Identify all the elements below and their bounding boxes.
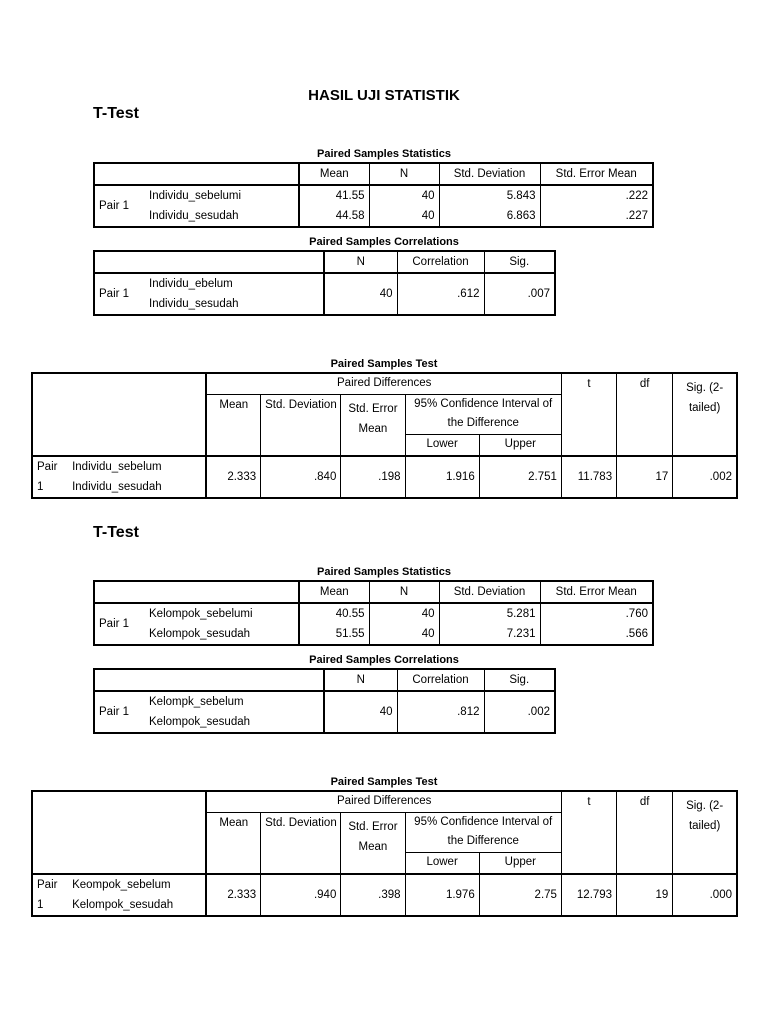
cell-sig: .000	[673, 874, 737, 916]
paired-samples-statistics-table	[93, 162, 654, 228]
header-upper: Upper	[479, 434, 561, 456]
pair-label-line: Pair	[37, 879, 58, 891]
cell-std-error-mean: .566	[540, 625, 653, 645]
header-confidence-interval: the Difference	[405, 414, 561, 434]
page-title: HASIL UJI STATISTIK	[308, 87, 460, 104]
cell-mean: 2.333	[206, 456, 260, 498]
header-std-error-mean: Std. Error Mean	[540, 163, 653, 185]
header-t: t	[561, 373, 616, 456]
paired-samples-test-table	[31, 372, 738, 499]
variable-name: Kelompok_sesudah	[149, 628, 251, 640]
paired-samples-statistics-table	[93, 580, 654, 646]
header-line: Sig. (2-	[686, 382, 724, 394]
cell-t: 12.793	[561, 874, 616, 916]
variable-name: Kelompk_sebelum	[149, 696, 244, 708]
cell-mean: 2.333	[206, 874, 260, 916]
pair-label-line: 1	[37, 481, 44, 493]
header-n: N	[324, 251, 397, 273]
section-heading: T-Test	[93, 105, 139, 122]
table-row	[94, 207, 653, 227]
cell-std-deviation: .940	[261, 874, 341, 916]
cell-n: 40	[369, 185, 439, 207]
cell-t: 11.783	[561, 456, 616, 498]
cell-correlation: .612	[397, 273, 484, 315]
header-lower: Lower	[405, 434, 479, 456]
variable-name: Individu_sebelum	[72, 461, 162, 473]
pair-variables	[68, 874, 206, 916]
cell-n: 40	[369, 603, 439, 625]
table-caption: Paired Samples Statistics	[317, 566, 451, 578]
pair-label-line: Pair	[37, 461, 58, 473]
header-std-error-mean: Std. Error Mean	[540, 581, 653, 603]
header-std-deviation: Std. Deviation	[261, 394, 341, 456]
header-paired-differences: Paired Differences	[206, 373, 561, 394]
variable-name: Individu_sesudah	[72, 481, 162, 493]
header-line: Std. Error	[348, 402, 398, 415]
table-caption: Paired Samples Test	[330, 776, 438, 788]
pair-label: Pair 1	[94, 273, 145, 315]
cell-std-deviation: 5.843	[439, 185, 540, 207]
header-correlation: Correlation	[397, 251, 484, 273]
cell-std-error-mean: .222	[540, 185, 653, 207]
cell-std-deviation: 5.281	[439, 603, 540, 625]
cell-std-error-mean: .227	[540, 207, 653, 227]
table-caption: Paired Samples Test	[330, 358, 438, 370]
table-row	[94, 273, 555, 315]
pair-label: Pair 1	[94, 691, 145, 733]
header-df: df	[617, 791, 673, 874]
header-mean: Mean	[206, 394, 260, 456]
header-sig-2-tailed	[673, 791, 737, 874]
table-caption: Paired Samples Correlations	[309, 654, 459, 666]
table-caption: Paired Samples Correlations	[309, 236, 459, 248]
cell-n: 40	[324, 273, 397, 315]
cell-std-deviation: .840	[261, 456, 341, 498]
cell-lower: 1.976	[405, 874, 479, 916]
paired-samples-correlations-table	[93, 668, 556, 734]
variable-name: Individu_sesudah	[149, 210, 239, 222]
header-lower: Lower	[405, 852, 479, 874]
header-line: Mean	[358, 840, 388, 853]
paired-samples-test-table	[31, 790, 738, 917]
pair-variables	[145, 691, 324, 733]
variable-name: Kelompok_sebelumi	[145, 603, 299, 625]
header-std-deviation: Std. Deviation	[439, 581, 540, 603]
table-row	[94, 691, 555, 733]
variable-name: Kelompok_sesudah	[149, 716, 251, 728]
header-std-error-mean	[341, 394, 405, 456]
header-std-deviation: Std. Deviation	[439, 163, 540, 185]
header-n: N	[369, 581, 439, 603]
header-line: Mean	[358, 422, 388, 435]
pair-label	[32, 456, 68, 498]
cell-std-error-mean: .760	[540, 603, 653, 625]
variable-name: Keompok_sebelum	[72, 879, 171, 891]
pair-label: Pair 1	[94, 185, 145, 227]
cell-upper: 2.751	[479, 456, 561, 498]
cell-std-deviation: 7.231	[439, 625, 540, 645]
cell-std-error-mean: .398	[341, 874, 405, 916]
header-std-error-mean	[341, 812, 405, 874]
header-t: t	[561, 791, 616, 874]
header-confidence-interval: the Difference	[405, 832, 561, 852]
header-sig: Sig.	[484, 669, 555, 691]
cell-sig: .002	[673, 456, 737, 498]
cell-df: 17	[617, 456, 673, 498]
header-upper: Upper	[479, 852, 561, 874]
variable-name: Kelompok_sesudah	[72, 899, 174, 911]
header-sig-2-tailed	[673, 373, 737, 456]
table-caption: Paired Samples Statistics	[317, 148, 451, 160]
pair-variables	[145, 273, 324, 315]
cell-n: 40	[369, 207, 439, 227]
variable-name: Individu_ebelum	[149, 278, 233, 290]
table-row	[32, 456, 737, 498]
cell-upper: 2.75	[479, 874, 561, 916]
header-confidence-interval: 95% Confidence Interval of	[405, 812, 561, 832]
header-std-deviation: Std. Deviation	[261, 812, 341, 874]
cell-mean: 51.55	[299, 625, 369, 645]
pair-label-line: 1	[37, 899, 44, 911]
cell-correlation: .812	[397, 691, 484, 733]
header-sig: Sig.	[484, 251, 555, 273]
paired-samples-correlations-table	[93, 250, 556, 316]
cell-n: 40	[369, 625, 439, 645]
header-line: Std. Error	[348, 820, 398, 833]
section-heading: T-Test	[93, 524, 139, 541]
header-df: df	[617, 373, 673, 456]
header-mean: Mean	[299, 163, 369, 185]
cell-sig: .007	[484, 273, 555, 315]
header-correlation: Correlation	[397, 669, 484, 691]
cell-lower: 1.916	[405, 456, 479, 498]
header-paired-differences: Paired Differences	[206, 791, 561, 812]
header-line: tailed)	[688, 820, 721, 832]
header-mean: Mean	[206, 812, 260, 874]
cell-std-error-mean: .198	[341, 456, 405, 498]
cell-mean: 41.55	[299, 185, 369, 207]
cell-mean: 40.55	[299, 603, 369, 625]
variable-name: Individu_sebelumi	[145, 185, 299, 207]
cell-std-deviation: 6.863	[439, 207, 540, 227]
table-row	[94, 603, 653, 625]
pair-label	[32, 874, 68, 916]
header-line: Sig. (2-	[686, 800, 724, 812]
table-row	[32, 874, 737, 916]
cell-sig: .002	[484, 691, 555, 733]
header-confidence-interval: 95% Confidence Interval of	[405, 394, 561, 414]
cell-mean: 44.58	[299, 207, 369, 227]
pair-variables	[68, 456, 206, 498]
header-n: N	[369, 163, 439, 185]
table-row	[94, 625, 653, 645]
pair-label: Pair 1	[94, 603, 145, 645]
cell-n: 40	[324, 691, 397, 733]
header-line: tailed)	[688, 402, 721, 414]
variable-name: Individu_sesudah	[149, 298, 239, 310]
header-n: N	[324, 669, 397, 691]
cell-df: 19	[617, 874, 673, 916]
header-mean: Mean	[299, 581, 369, 603]
table-row	[94, 185, 653, 207]
